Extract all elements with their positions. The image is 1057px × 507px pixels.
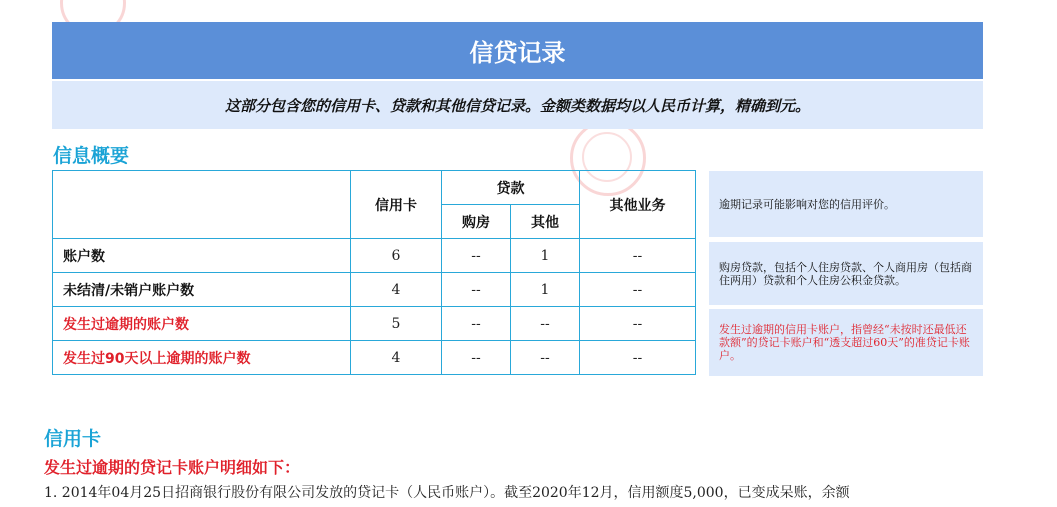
credit-card-section-title: 信用卡 [44,428,102,450]
section-subtitle [52,81,983,129]
table-row [53,307,696,341]
row-label: 账户数 [53,239,351,273]
cell-loan-other: -- [511,341,580,375]
col-header-other-business: 其他业务 [580,171,696,239]
cell-loan-housing: -- [442,273,511,307]
cell-credit-card: 5 [351,307,442,341]
col-header-credit-card: 信用卡 [351,171,442,239]
table-row [53,273,696,307]
overview-table [52,170,696,375]
page-title: 信贷记录 [469,39,566,67]
cell-loan-housing: -- [442,307,511,341]
cell-loan-other: 1 [511,239,580,273]
table-header-row [53,171,696,205]
cell-loan-housing: -- [442,341,511,375]
cell-other-business: -- [580,341,696,375]
row-label: 发生过逾期的账户数 [53,307,351,341]
table-row [53,239,696,273]
note-housing-loan-definition [709,242,983,305]
cell-credit-card: 4 [351,341,442,375]
col-header-loan: 贷款 [442,171,580,205]
cell-loan-housing: -- [442,239,511,273]
header-empty-cell [53,171,351,239]
col-header-loan-other: 其他 [511,205,580,239]
overview-title: 信息概要 [53,145,130,167]
section-header [52,22,983,79]
cell-loan-other: 1 [511,273,580,307]
note-overdue-impact [709,171,983,237]
cell-loan-other: -- [511,307,580,341]
col-header-loan-housing: 购房 [442,205,511,239]
cell-other-business: -- [580,273,696,307]
note-text: 逾期记录可能影响对您的信用评价。 [719,197,895,211]
note-overdue-card-definition [709,309,983,376]
overdue-accounts-heading: 发生过逾期的贷记卡账户明细如下： [44,458,301,477]
row-label: 发生过90天以上逾期的账户数 [53,341,351,375]
account-detail-line: 1. 2014年04月25日招商银行股份有限公司发放的贷记卡（人民币账户）。截至2020年12月，信用额度5,000，已变成呆账，余额 [44,485,850,501]
cell-other-business: -- [580,239,696,273]
note-text: 发生过逾期的信用卡账户，指曾经“未按时还最低还款额”的贷记卡账户和“透支超过60天”的准贷记卡账户。 [719,323,970,362]
row-label: 未结清/未销户账户数 [53,273,351,307]
cell-credit-card: 6 [351,239,442,273]
subtitle-text: 这部分包含您的信用卡、贷款和其他信贷记录。金额类数据均以人民币计算，精确到元。 [224,96,810,115]
cell-other-business: -- [580,307,696,341]
table-row [53,341,696,375]
note-text: 购房贷款，包括个人住房贷款、个人商用房（包括商住两用）贷款和个人住房公积金贷款。 [719,260,972,287]
cell-credit-card: 4 [351,273,442,307]
